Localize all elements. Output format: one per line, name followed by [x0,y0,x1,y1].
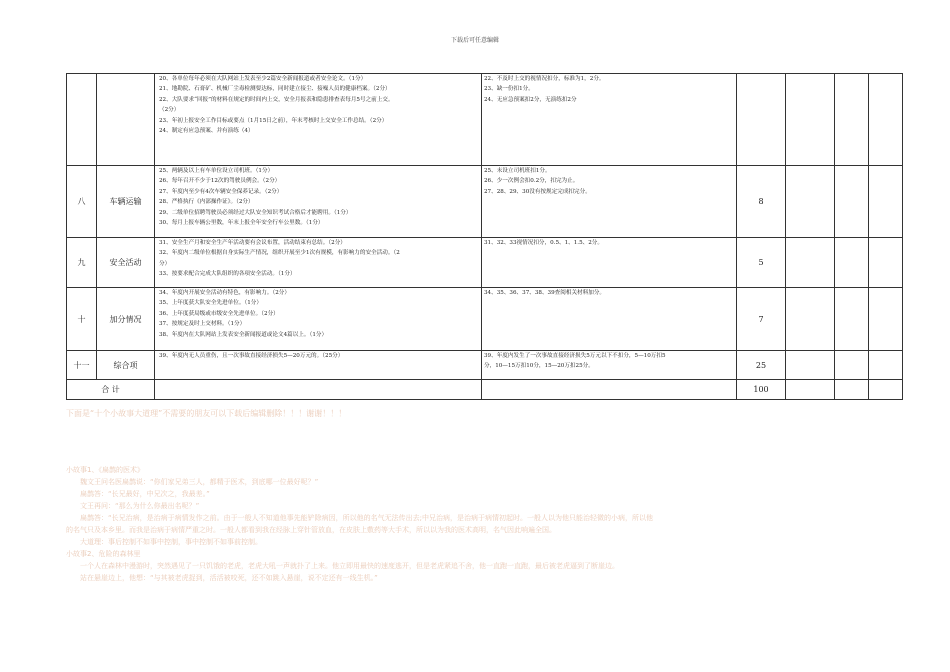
requirement-line: 23、年初上报安全工作目标或要点（1月15日之前），年末考核时上交安全工作总结。（2分） [159,117,388,124]
requirement-line: 29、二级单位招聘驾驶员必须经过大队安全知识考试合格后才能聘用。（1分） [159,209,352,216]
item-number: 十 [67,288,97,351]
item-scoring-standard [482,288,737,351]
item-requirements [155,166,482,238]
item-score: 7 [737,288,786,351]
requirement-line: 20、各单位每年必须在大队网站上发表至少2篇安全新闻报道或者安全论文。（1分） [159,76,367,82]
requirement-line: 31、安全生产月和安全生产年活动要有会议布置，活动结束有总结。（2分） [159,240,346,246]
requirement-line: 39、年度内无人员重伤，且一次事故直接经济损失5—20万元的。（25分） [159,353,344,359]
story-line: 的名气只及本乡里。而我是治病于病情严重之时。一般人都看到我在经脉上穿针管放血，在皮肤上敷药等大手术，所以以为我的医术高明，名气因此响遍全国。 [66,526,556,534]
story-section [66,464,902,584]
standard-line: 39、年度内发生了一次事故直接经济损失5万元以下不扣分，5—10万扣5 [484,353,666,359]
table-row [67,74,903,166]
requirement-line: 22、大队要求“回报”的材料在规定的时间内上交，安全月报表和隐患排查表每月5号之前上交。 [159,96,394,103]
table-row [67,238,903,288]
item-category [97,74,155,166]
empty-score-cell [869,288,903,351]
item-score [737,74,786,166]
item-number: 八 [67,166,97,238]
item-requirements [155,238,482,288]
standard-line: 24、无应急预案扣2分，无演练扣2分 [484,96,577,103]
story-line: 站在悬崖边上，他想：“与其被老虎捉到，活活被咬死，还不如跳入悬崖，说不定还有一线生机。” [80,574,378,582]
item-scoring-standard [482,238,737,288]
story-line: 扁鹊答：“长兄治病，是治病于病情发作之前。由于一般人不知道他事先能铲除病因，所以他的名气无法传出去;中兄治病，是治病于病情初起时。一般人以为他只能治轻微的小病，所以他 [80,514,653,522]
story-line: 扁鹊答：“长兄最好，中兄次之，我最差。” [80,490,210,498]
item-scoring-standard [482,74,737,166]
item-score: 25 [737,351,786,380]
table-row [67,288,903,351]
item-requirements [155,74,482,166]
requirement-line: 30、每月上报车辆公里数，年末上报全年安全行车公里数。（1分） [159,220,324,227]
item-scoring-standard [482,166,737,238]
empty-score-cell [786,166,835,238]
footer-note-text: 下面是“十个小故事大道理”不需要的朋友可以下载后编辑删除！！！谢谢！！！ [66,409,347,418]
total-items-cell [155,380,482,400]
story-line: 大道理：事后控制不如事中控制，事中控制不如事前控制。 [80,538,262,546]
requirement-line: 21、地勘院、石膏矿、机械厂尘毒检测要达标，同时建立接尘、接噪人员的健康档案。（2分） [159,86,391,93]
empty-score-cell [869,351,903,380]
item-number: 九 [67,238,97,288]
story-line: 魏文王问名医扁鹊说：“你们家兄弟三人，都精于医术，到底哪一位最好呢？” [80,478,319,486]
story-line: 文王再问：“那么为什么你最出名呢？” [80,502,200,510]
requirement-line: 26、每年召开不少于12次的驾驶员例会。（2分） [159,178,281,185]
story-line: 一个人在森林中漫游时，突然遇见了一只饥饿的老虎，老虎大吼一声就扑了上来。他立即用最快的速度逃开，但是老虎紧追不舍，他一直跑一直跑，最后被老虎逼到了断崖边。 [80,562,619,570]
standard-line: 23、缺一份扣1分。 [484,86,534,93]
story-title: 小故事2、危险的森林里 [66,550,141,558]
empty-score-cell [835,74,869,166]
standard-line: 25、未设立司机班扣1分。 [484,168,551,174]
empty-score-cell [869,166,903,238]
total-standard-cell [482,380,737,400]
standard-line: 26、少一次例会扣0.2分，扣完为止。 [484,178,579,185]
requirement-line: 35、上年度获大队安全先进单位。（1分） [159,300,262,307]
total-label: 合 计 [67,380,155,400]
item-score: 5 [737,238,786,288]
assessment-table [66,73,903,400]
standard-line: 分，10—15万扣10分，15—20万扣25分。 [484,363,594,370]
item-category: 加分情况 [97,288,155,351]
empty-score-cell [835,351,869,380]
standard-line: 22、不及时上交的视情况扣分，标准为1，2分。 [484,76,605,82]
empty-score-cell [835,166,869,238]
footer-note [66,408,346,419]
empty-score-cell [869,238,903,288]
item-category: 综合项 [97,351,155,380]
item-scoring-standard [482,351,737,380]
page-header-note: 下载后可任意编辑 [450,37,499,44]
requirement-line: （2分） [159,107,180,114]
empty-score-cell [869,74,903,166]
empty-score-cell [835,288,869,351]
item-score: 8 [737,166,786,238]
requirement-line: 38、年度内在大队网站上发表安全新闻报道或论文4篇以上。（1分） [159,331,328,338]
item-category: 安全活动 [97,238,155,288]
requirement-line: 37、按规定及时上交材料。（1分） [159,321,246,328]
requirement-line: 24、制定有应急预案、并有演练（4） [159,128,254,135]
total-score: 100 [737,380,786,400]
empty-score-cell [786,74,835,166]
requirement-line: 分） [159,260,171,267]
requirement-line: 33、按要求配合完成大队组织的各项安全活动。（1分） [159,271,296,278]
requirement-line: 34、年度内开展安全活动有特色，有影响力。（2分） [159,290,290,296]
empty-score-cell [786,351,835,380]
total-row [67,380,903,400]
story-title: 小故事1、《扁鹊的医术》 [66,466,144,474]
item-number [67,74,97,166]
requirement-line: 36、上年度获局级或市级安全先进单位。（2分） [159,310,279,317]
standard-line: 34、35、36、37、38、39查阅相关材料加分。 [484,290,606,296]
item-requirements [155,288,482,351]
empty-score-cell [835,238,869,288]
empty-score-cell [786,238,835,288]
table-row [67,351,903,380]
requirement-line: 32、年度内二级单位根据自身实际生产情况，组织开展至少1次有规模，有影响力的安全活动。（2 [159,250,400,257]
item-requirements [155,351,482,380]
table-row [67,166,903,238]
standard-line: 31、32、33视情况扣分，0.5、1、1.5、2分。 [484,240,603,246]
item-number: 十一 [67,351,97,380]
requirement-line: 28、严格执行《内部操作证》。（2分） [159,199,254,206]
empty-score-cell [786,288,835,351]
requirement-line: 27、年度内至少有4次车辆安全保养记录。（2分） [159,188,283,195]
item-category: 车辆运输 [97,166,155,238]
requirement-line: 25、两辆及以上有车单位设立司机班。（1分） [159,168,274,174]
standard-line: 27、28、29、30没有按规定完成扣完分。 [484,188,591,195]
